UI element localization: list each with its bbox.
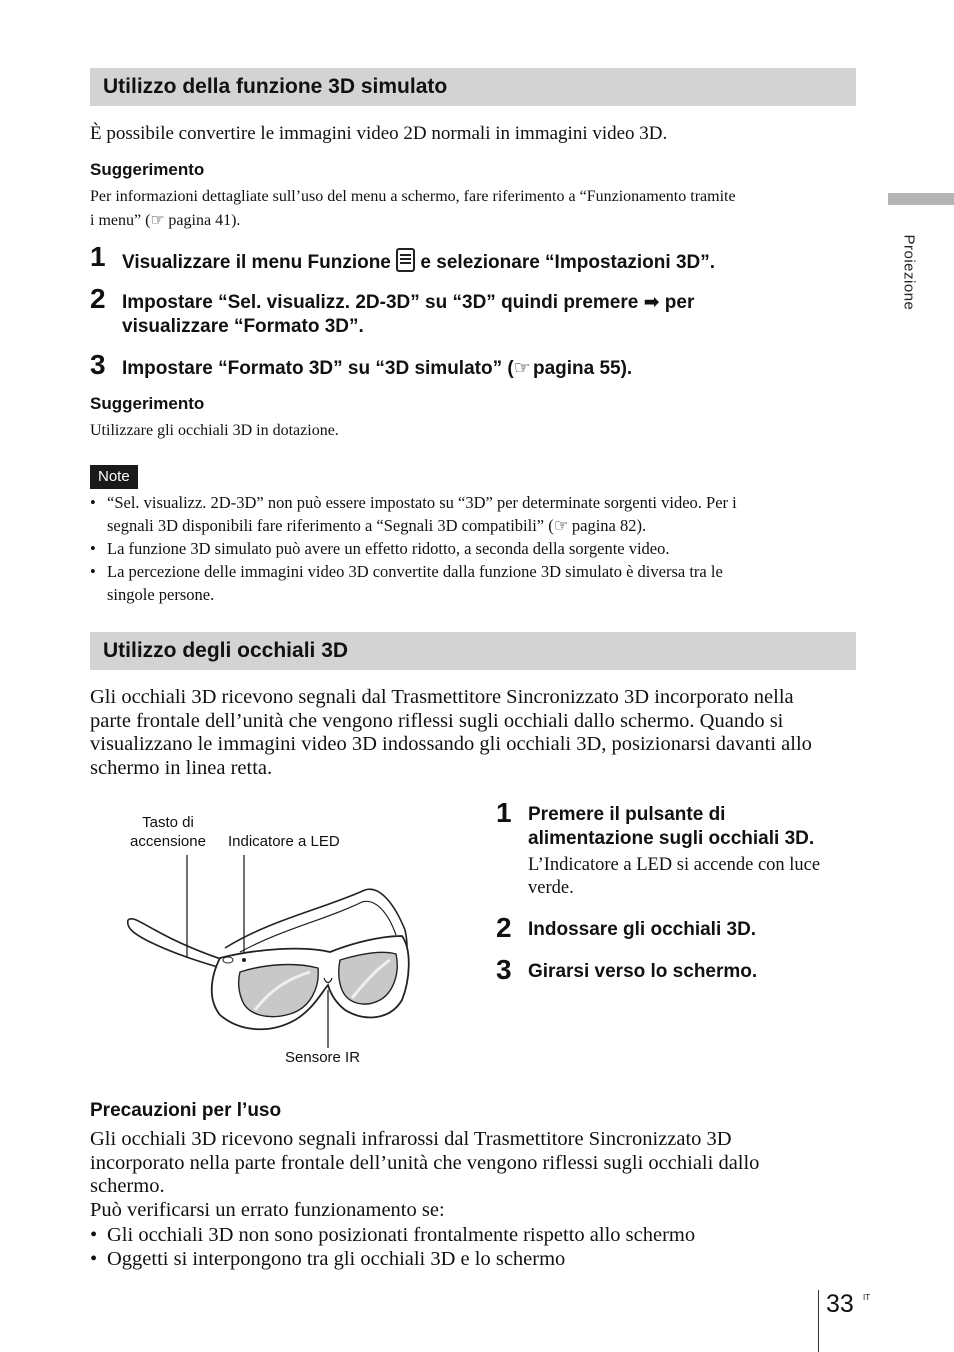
step-description: L’Indicatore a LED si accende con luce verde. <box>528 855 821 898</box>
precautions-list <box>90 1224 870 1271</box>
step-number: 1 <box>90 241 106 272</box>
step-number: 2 <box>496 912 512 943</box>
list-item: • La percezione delle immagini video 3D convertite dalla funzione 3D simulato è diversa tra le singole persone. <box>90 562 723 604</box>
ir-sensor-label: Sensore IR <box>285 1049 361 1066</box>
step-number: 1 <box>496 797 512 828</box>
led-indicator-label: Indicatore a LED <box>228 833 340 850</box>
tip-label: Suggerimento <box>90 394 205 413</box>
side-tab-bar <box>888 193 954 205</box>
section-title: Utilizzo della funzione 3D simulato <box>103 75 448 98</box>
step-number: 3 <box>90 349 106 380</box>
right-arrow-icon: ➡ <box>643 291 660 313</box>
note-badge: Note <box>90 465 138 489</box>
section-header-3d-simulated <box>90 68 856 106</box>
tip-text: Utilizzare gli occhiali 3D in dotazione. <box>90 422 339 439</box>
section1-intro: È possibile convertire le immagini video 2D normali in immagini video 3D. <box>90 123 668 144</box>
pointing-hand-icon: ☞ <box>150 210 165 229</box>
page-divider <box>818 1290 819 1352</box>
side-tab-label: Proiezione <box>900 234 918 311</box>
function-menu-icon <box>396 248 415 272</box>
tip-label: Suggerimento <box>90 160 205 179</box>
note-list <box>90 491 860 606</box>
step-text: Indossare gli occhiali 3D. <box>528 919 757 940</box>
step-text: Visualizzare il menu Funzione e selezionare “Impostazioni 3D”. <box>122 248 715 275</box>
list-item: • Gli occhiali 3D non sono posizionati frontalmente rispetto allo schermo <box>90 1224 696 1246</box>
language-code: IT <box>863 1293 871 1302</box>
step-number: 3 <box>496 954 512 985</box>
step-text: Impostare “Formato 3D” su “3D simulato” (☞ pagina 55). <box>122 357 633 379</box>
precautions-title: Precauzioni per l’uso <box>90 1100 282 1121</box>
list-item: • Oggetti si interpongono tra gli occhiali 3D e lo schermo <box>90 1247 566 1270</box>
section-title: Utilizzo degli occhiali 3D <box>103 639 349 662</box>
section-header-3d-glasses <box>90 632 856 670</box>
list-item: • La funzione 3D simulato può avere un effetto ridotto, a seconda della sorgente video. <box>90 539 670 558</box>
step-text: Girarsi verso lo schermo. <box>528 961 758 982</box>
power-button-label: Tasto di accensione <box>130 814 206 850</box>
page-number: 33 <box>826 1290 854 1318</box>
step-text: Impostare “Sel. visualizz. 2D-3D” su “3D” quindi premere ➡ per visualizzare “Formato 3D”. <box>122 291 695 337</box>
pointing-hand-icon: ☞ <box>513 357 531 379</box>
step-text: Premere il pulsante di alimentazione sugli occhiali 3D. <box>528 804 815 849</box>
step-number: 2 <box>90 283 106 314</box>
3d-glasses-illustration <box>120 850 420 1050</box>
list-item: • “Sel. visualizz. 2D-3D” non può essere impostato su “3D” per determinate sorgenti video. Per i segnali 3D disponibili fare riferimento a “Segnali 3D compatibili” (☞ pagina 82). <box>90 493 737 535</box>
pointing-hand-icon: ☞ <box>553 516 569 535</box>
section2-intro: Gli occhiali 3D ricevono segnali dal Trasmettitore Sincronizzato 3D incorporato nella parte frontale dell’unità che vengono riflessi sugli occhiali dallo schermo. Quando si visualizzano le immagini video 3D indossando gli occhiali 3D, posizionarsi davanti allo schermo in linea retta. <box>90 686 812 779</box>
precautions-text: Gli occhiali 3D ricevono segnali infrarossi dal Trasmettitore Sincronizzato 3D incorporato nella parte frontale dell’unità che vengono riflessi sugli occhiali dallo schermo. Può verificarsi un errato funzionamento se: <box>90 1128 760 1221</box>
tip-text: Per informazioni dettagliate sull’uso del menu a schermo, fare riferimento a “Funzionamento tramite i menu” (☞ pagina 41). <box>90 188 736 229</box>
